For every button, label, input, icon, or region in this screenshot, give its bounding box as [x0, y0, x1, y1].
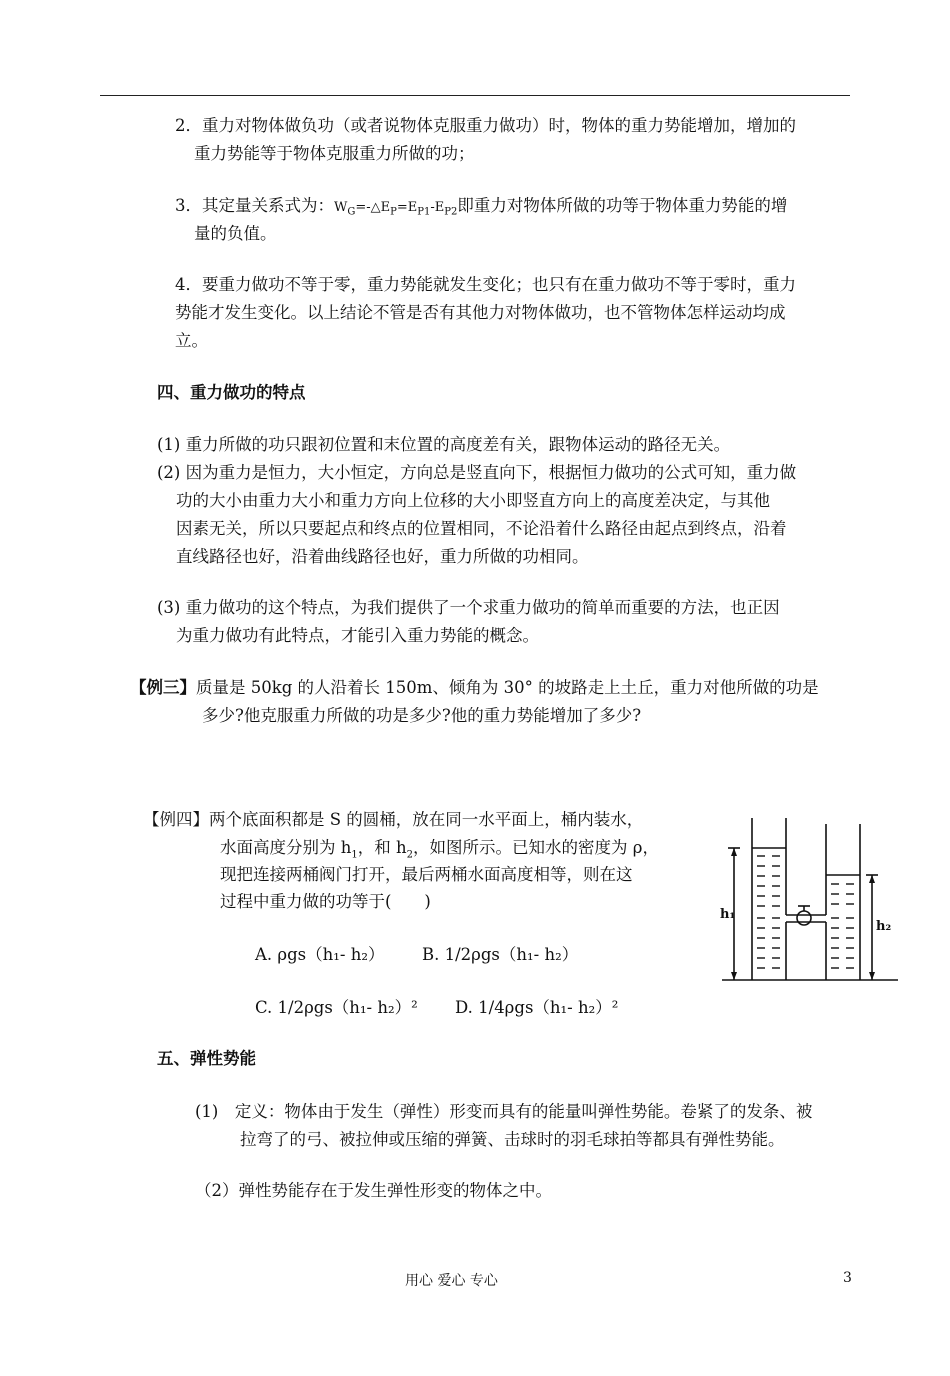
- formula: $W_G=-\triangle E_P=E_{P1}-E_{P2}$: [334, 200, 458, 218]
- example-4-line-2: 水面高度分别为 $h_1$，和 $h_2$，如图所示。已知水的密度为 ρ，: [220, 838, 659, 861]
- characteristic-2-line-1: (2) 因为重力是恒力，大小恒定，方向总是竖直向下，根据恒力做功的公式可知，重力做: [157, 463, 797, 482]
- option-c: C. 1/2ρgs（h₁- h₂）²: [255, 998, 418, 1017]
- two-buckets-diagram: [700, 810, 900, 985]
- item-3-line-1: [175, 192, 787, 218]
- characteristic-3-line-1: (3) 重力做功的这个特点，为我们提供了一个求重力做功的简单而重要的方法，也正因: [157, 598, 780, 617]
- characteristic-2-line-3: 因素无关，所以只要起点和终点的位置相同，不论沿着什么路径由起点到终点，沿着: [176, 519, 787, 538]
- definition-1-line-2: 拉弯了的弓、被拉伸或压缩的弹簧、击球时的羽毛球拍等都具有弹性势能。: [240, 1130, 785, 1149]
- page-number: 3: [843, 1270, 852, 1286]
- item-4-line-3: 立。: [175, 331, 208, 350]
- definition-1-line-1: (1) 定义：物体由于发生（弹性）形变而具有的能量叫弹性势能。卷紧了的发条、被: [195, 1102, 813, 1121]
- footer-motto: 用心 爱心 专心: [405, 1273, 498, 1289]
- example-3-text: 质量是 50kg 的人沿着长 150m、倾角为 30° 的坡路走上土丘，重力对他所做的功是: [196, 678, 819, 697]
- item-2-line-1: 2．重力对物体做负功（或者说物体克服重力做功）时，物体的重力势能增加，增加的: [175, 116, 796, 135]
- example-4-line-1: [143, 806, 643, 830]
- example-4-text: 两个底面积都是 S 的圆桶，放在同一水平面上，桶内装水，: [209, 810, 644, 829]
- item-4-line-2: 势能才发生变化。以上结论不管是否有其他力对物体做功，也不管物体怎样运动均成: [175, 303, 786, 322]
- h1-label: h₁: [720, 907, 736, 922]
- example-3-line-1: [130, 674, 819, 698]
- item-2-line-2: 重力势能等于物体克服重力所做的功；: [194, 144, 475, 163]
- characteristic-2-line-4: 直线路径也好，沿着曲线路径也好，重力所做的功相同。: [176, 547, 589, 566]
- characteristic-2-line-2: 功的大小由重力大小和重力方向上位移的大小即竖直方向上的高度差决定，与其他: [176, 491, 770, 510]
- example-4-tag: 【例四】: [143, 810, 209, 829]
- item-3-prefix: 3．其定量关系式为：: [175, 196, 334, 215]
- example-4-line-4: 过程中重力做的功等于( ): [220, 892, 431, 911]
- option-b: B. 1/2ρgs（h₁- h₂）: [422, 945, 579, 964]
- section-5-heading: 五、弹性势能: [157, 1049, 256, 1068]
- option-a: A. ρgs（h₁- h₂）: [255, 945, 385, 964]
- h2-label: h₂: [876, 919, 892, 934]
- header-rule: [100, 95, 850, 96]
- characteristic-1: (1) 重力所做的功只跟初位置和末位置的高度差有关，跟物体运动的路径无关。: [157, 435, 731, 454]
- characteristic-3-line-2: 为重力做功有此特点，才能引入重力势能的概念。: [176, 626, 539, 645]
- section-4-heading: 四、重力做功的特点: [157, 383, 306, 402]
- example-3-line-2: 多少?他克服重力所做的功是多少?他的重力势能增加了多少?: [202, 706, 642, 725]
- item-4-line-1: 4．要重力做功不等于零，重力势能就发生变化；也只有在重力做功不等于零时，重力: [175, 275, 796, 294]
- item-3-line-2: 量的负值。: [194, 224, 277, 243]
- example-4-line-3: 现把连接两桶阀门打开，最后两桶水面高度相等，则在这: [220, 865, 633, 884]
- option-d: D. 1/4ρgs（h₁- h₂）²: [455, 998, 619, 1017]
- example-3-tag: 【例三】: [130, 678, 196, 697]
- definition-2: （2）弹性势能存在于发生弹性形变的物体之中。: [195, 1181, 552, 1200]
- item-3-suffix: 即重力对物体所做的功等于物体重力势能的增: [457, 196, 788, 215]
